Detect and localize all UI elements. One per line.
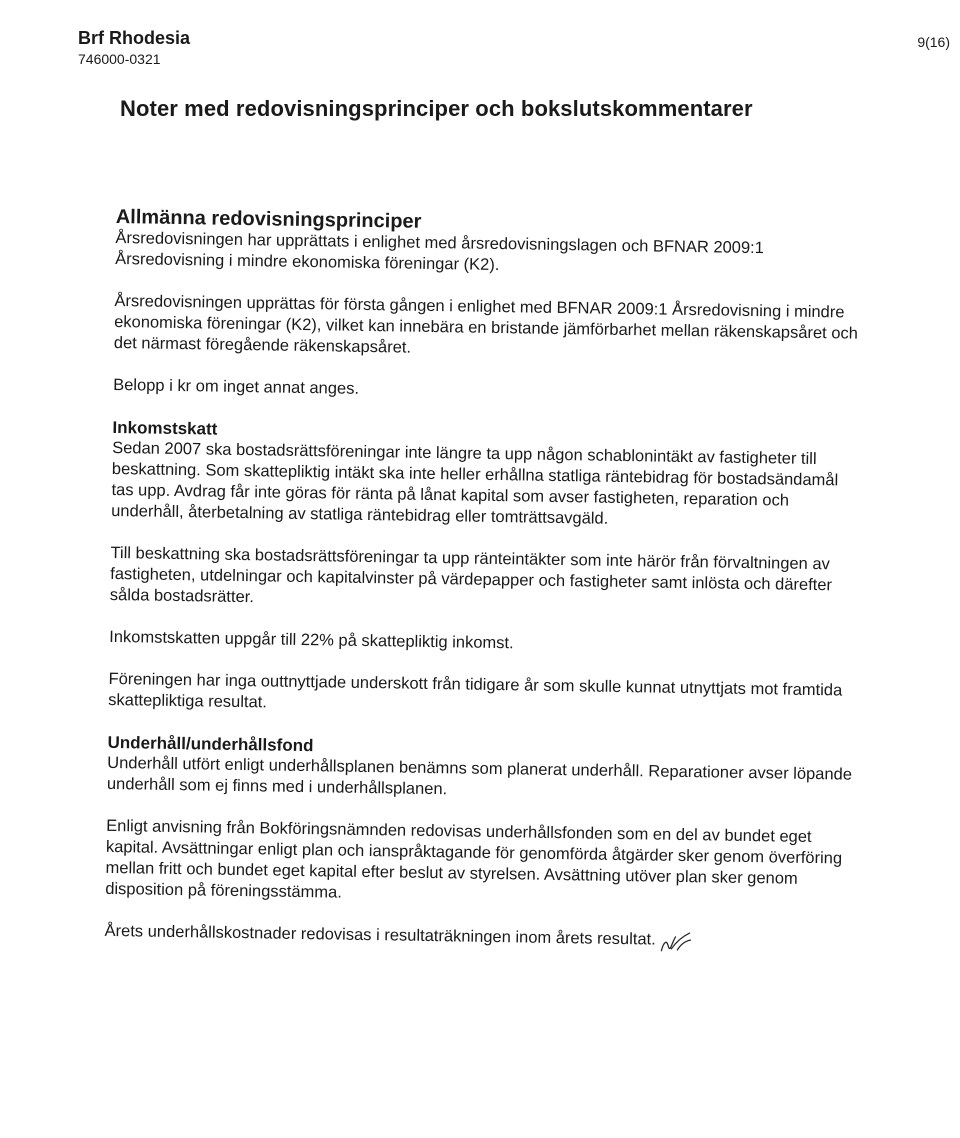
section-maintenance (104, 732, 937, 959)
income-tax-paragraph-1: Sedan 2007 ska bostadsrättsföreningar inte längre ta upp någon schablonintäkt av fastigheter till beskattning. Som skattepliktig intäkt ska inte heller erhållna statliga räntebidrag för bostadsändamål tas upp. Avdrag får inte göras för ränta på lånat kapital som avser fastigheten, reparation och underhåll, återbetalning av statliga räntebidrag eller tomträttsavgäld. (111, 438, 839, 528)
maintenance-paragraph-1: Underhåll utfört enligt underhållsplanen benämns som planerat underhåll. Reparationer avser löpande underhåll som ej finns med i underhållsplanen. (106, 753, 853, 799)
income-tax-paragraph-2: Till beskattning ska bostadsrättsföreningar ta upp ränteintäkter som inte härör från förvaltningen av fastigheten, utdelningar och kapitalvinster på värdepapper och fastigheter samt inlösta och därefter sålda bostadsrätter. (109, 543, 833, 607)
income-tax-paragraph-4: Föreningen har inga outtnyttjade underskott från tidigare år som skulle kunnat utnyttjats mot framtida skattepliktiga resultat. (108, 669, 843, 712)
general-principles-paragraph-1: Årsredovisningen har upprättats i enlighet med årsredovisningslagen och BFNAR 2009:1 Årsredovisning i mindre ekonomiska föreningar (K2). (115, 228, 765, 275)
organization-number: 746000-0321 (78, 51, 161, 67)
section-heading-general-principles: Allmänna redovisningsprinciper (115, 206, 422, 233)
maintenance-paragraph-2: Enligt anvisning från Bokföringsnämnden redovisas underhållsfonden som en del av bundet eget kapital. Avsättningar enligt plan och ianspråktagande för genomförda åtgärder sker genom överföring mellan fritt och bundet eget kapital efter beslut av styrelsen. Avsättning utöver plan sker genom disposition på föreningsstämma. (105, 816, 843, 902)
section-income-tax (108, 417, 943, 724)
page-title: Noter med redovisningsprinciper och bokslutskommentarer (120, 96, 753, 121)
maintenance-paragraph-3: Årets underhållskostnader redovisas i resultaträkningen inom årets resultat. (104, 921, 656, 949)
notes-content (104, 206, 946, 959)
general-principles-paragraph-3: Belopp i kr om inget annat anges. (113, 375, 360, 398)
organization-name: Brf Rhodesia (78, 28, 191, 48)
handwritten-initials-signature (658, 931, 694, 956)
section-heading-income-tax: Inkomstskatt (112, 417, 218, 439)
section-heading-maintenance: Underhåll/underhållsfond (107, 732, 314, 756)
general-principles-paragraph-2: Årsredovisningen upprättas för första gången i enlighet med BFNAR 2009:1 Årsredovisning i mindre ekonomiska föreningar (K2), vilket kan innebära en bristande jämförbarhet mellan räkenskapsåret och det närmast föregående räkenskapsåret. (113, 291, 859, 357)
income-tax-paragraph-3: Inkomstskatten uppgår till 22% på skattepliktig inkomst. (109, 627, 514, 653)
section-general-principles (113, 206, 946, 409)
page-number: 9(16) (917, 34, 950, 50)
